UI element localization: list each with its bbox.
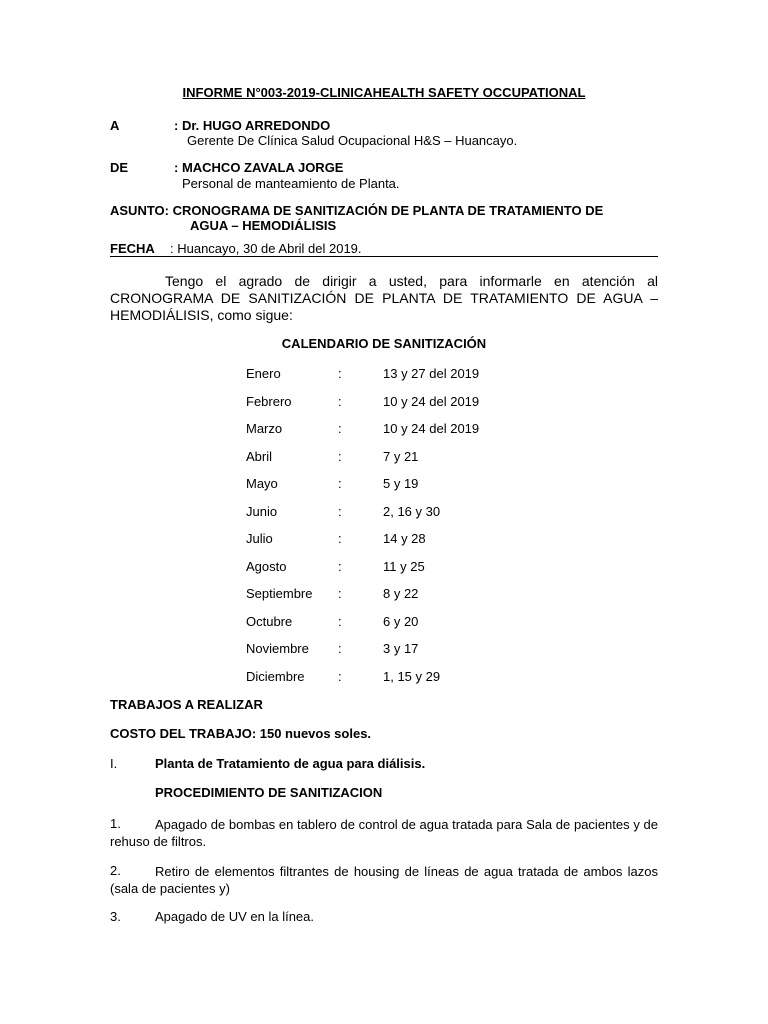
calendar-month: Mayo xyxy=(246,476,278,491)
calendar-month: Septiembre xyxy=(246,586,313,601)
subject-line-1: ASUNTO: CRONOGRAMA DE SANITIZACIÓN DE PLANTA DE TRATAMIENTO DE xyxy=(110,203,604,218)
calendar-separator: : xyxy=(338,504,342,519)
calendar-month: Diciembre xyxy=(246,669,305,684)
calendar-month: Agosto xyxy=(246,559,287,574)
works-heading: TRABAJOS A REALIZAR xyxy=(110,697,263,712)
calendar-separator: : xyxy=(338,531,342,546)
calendar-dates: 5 y 19 xyxy=(383,476,419,491)
calendar-separator: : xyxy=(338,586,342,601)
calendar-month: Enero xyxy=(246,366,281,381)
calendar-dates: 2, 16 y 30 xyxy=(383,504,441,519)
calendar-separator: : xyxy=(338,559,342,574)
step-text: Retiro de elementos filtrantes de housing de líneas de agua tratada de ambos lazos (sala de pacientes y) xyxy=(110,864,658,896)
subject-line-2: AGUA – HEMODIÁLISIS xyxy=(190,218,337,233)
calendar-separator: : xyxy=(338,421,342,436)
header-divider xyxy=(110,256,658,257)
to-name: : Dr. HUGO ARREDONDO xyxy=(174,118,331,133)
calendar-month: Marzo xyxy=(246,421,283,436)
calendar-separator: : xyxy=(338,614,342,629)
calendar-month: Julio xyxy=(246,531,273,546)
calendar-title: CALENDARIO DE SANITIZACIÓN xyxy=(281,336,487,351)
calendar-dates: 14 y 28 xyxy=(383,531,426,546)
report-title: INFORME N°003-2019-CLINICAHEALTH SAFETY OCCUPATIONAL xyxy=(182,85,586,100)
calendar-dates: 11 y 25 xyxy=(383,559,425,574)
intro-paragraph: Tengo el agrado de dirigir a usted, para informarle en atención al CRONOGRAMA DE SANITIZACIÓN DE PLANTA DE TRATAMIENTO DE AGUA – HEMODIÁLISIS, como sigue: xyxy=(110,273,658,323)
section-number: I. xyxy=(110,756,118,771)
calendar-dates: 10 y 24 del 2019 xyxy=(383,394,480,409)
calendar-month: Junio xyxy=(246,504,278,519)
calendar-dates: 7 y 21 xyxy=(383,449,419,464)
calendar-separator: : xyxy=(338,669,342,684)
from-name: : MACHCO ZAVALA JORGE xyxy=(174,160,344,175)
step-text: Apagado de bombas en tablero de control de agua tratada para Sala de pacientes y de rehuso de filtros. xyxy=(110,817,658,849)
calendar-dates: 6 y 20 xyxy=(383,614,419,629)
date-label: FECHA xyxy=(110,241,155,256)
calendar-month: Abril xyxy=(246,449,273,464)
step-text: Apagado de UV en la línea. xyxy=(155,909,315,924)
calendar-separator: : xyxy=(338,366,342,381)
from-role: Personal de manteamiento de Planta. xyxy=(182,176,400,191)
date-value: : Huancayo, 30 de Abril del 2019. xyxy=(170,241,362,256)
calendar-separator: : xyxy=(338,394,342,409)
calendar-month: Noviembre xyxy=(246,641,309,656)
to-label: A xyxy=(110,118,120,133)
to-role: Gerente De Clínica Salud Ocupacional H&S – Huancayo. xyxy=(187,133,518,148)
cost-heading: COSTO DEL TRABAJO: 150 nuevos soles. xyxy=(110,726,372,741)
calendar-month: Febrero xyxy=(246,394,292,409)
calendar-month: Octubre xyxy=(246,614,293,629)
calendar-separator: : xyxy=(338,449,342,464)
from-label: DE xyxy=(110,160,129,175)
calendar-dates: 3 y 17 xyxy=(383,641,419,656)
step-number: 1. xyxy=(110,816,121,831)
calendar-separator: : xyxy=(338,641,342,656)
calendar-dates: 13 y 27 del 2019 xyxy=(383,366,480,381)
calendar-dates: 1, 15 y 29 xyxy=(383,669,441,684)
calendar-separator: : xyxy=(338,476,342,491)
calendar-dates: 10 y 24 del 2019 xyxy=(383,421,480,436)
section-title: Planta de Tratamiento de agua para diálisis. xyxy=(155,756,426,771)
step-number: 2. xyxy=(110,863,121,878)
procedure-heading: PROCEDIMIENTO DE SANITIZACION xyxy=(155,785,383,800)
calendar-dates: 8 y 22 xyxy=(383,586,419,601)
step-number: 3. xyxy=(110,909,121,924)
